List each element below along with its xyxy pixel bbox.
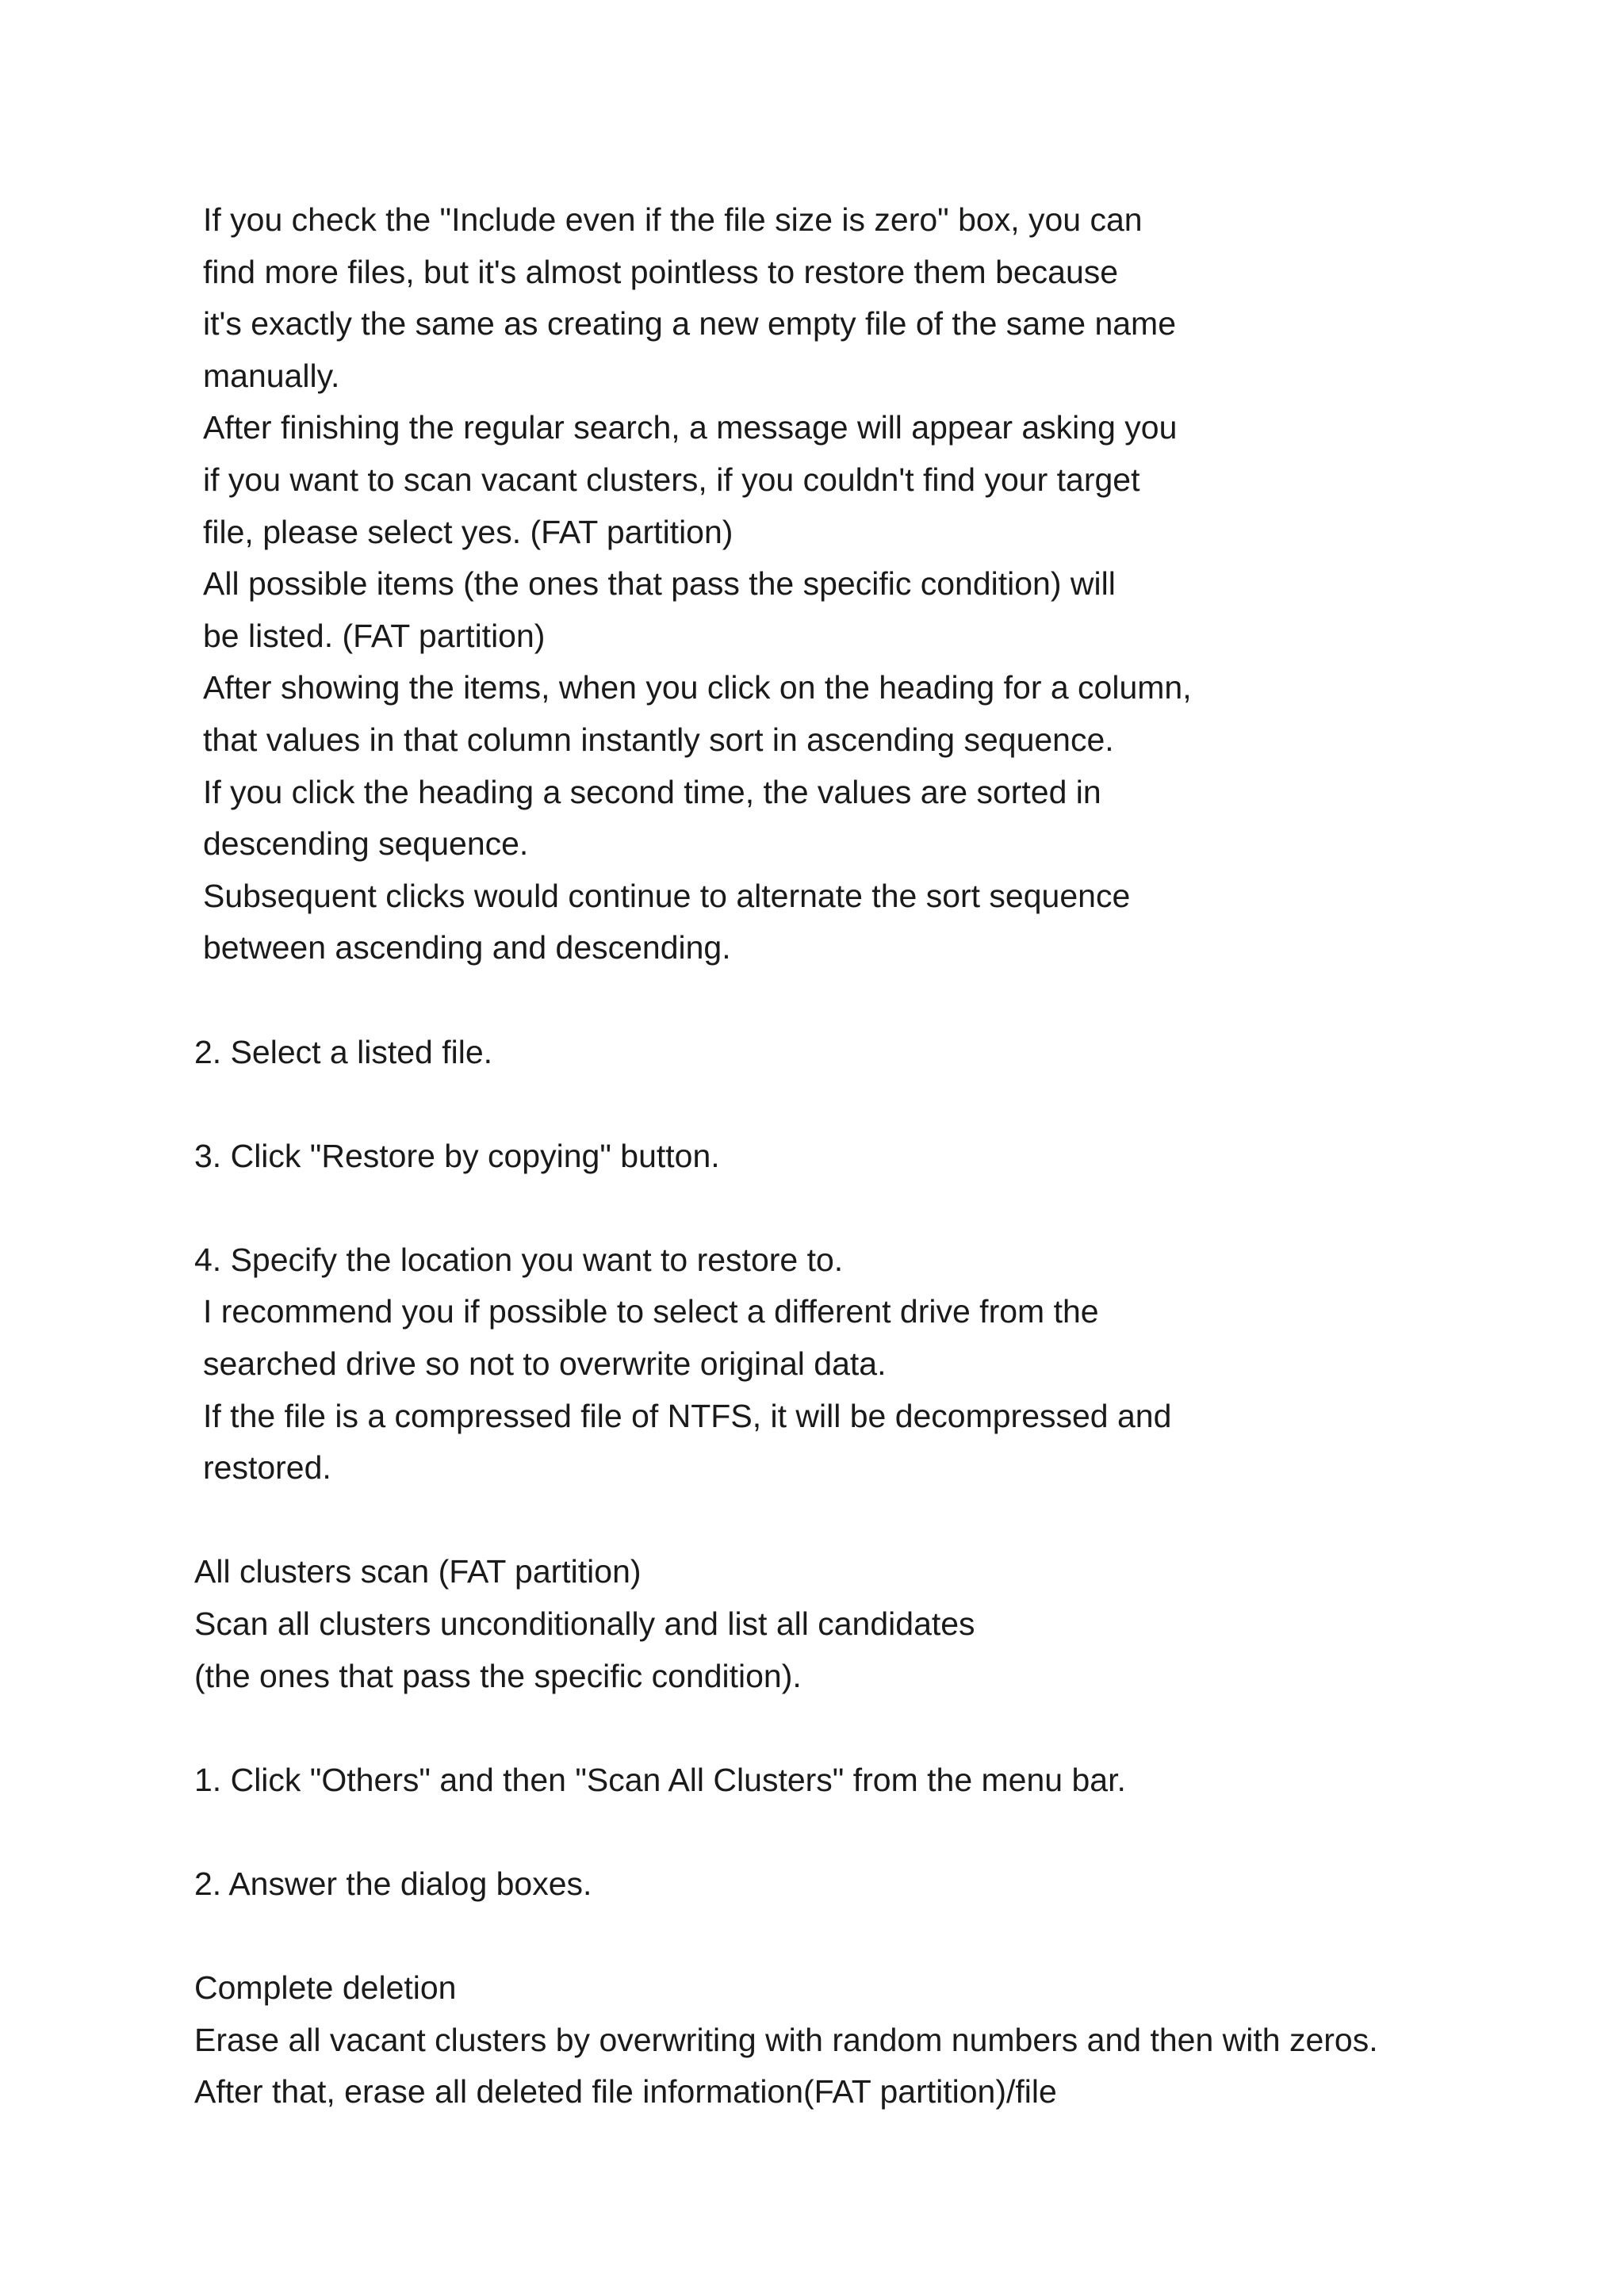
all-clusters-step-1: 1. Click "Others" and then "Scan All Clusters" from the menu bar. xyxy=(194,1761,1126,1798)
section-heading: All clusters scan (FAT partition) xyxy=(194,1553,642,1590)
step-4: 4. Specify the location you want to restore to. xyxy=(194,1241,844,1278)
text-line: restored. xyxy=(203,1449,331,1487)
text-line: searched drive so not to overwrite original data. xyxy=(203,1345,887,1383)
spacer xyxy=(194,1806,1590,1858)
text-line: After finishing the regular search, a message will appear asking you xyxy=(203,409,1178,446)
text-line: descending sequence. xyxy=(203,825,529,863)
step-4-detail xyxy=(194,1286,1590,1494)
text-line: Erase all vacant clusters by overwriting with random numbers and then with zeros. xyxy=(194,2021,1378,2058)
all-clusters-step-2: 2. Answer the dialog boxes. xyxy=(194,1866,592,1902)
text-line: file, please select yes. (FAT partition) xyxy=(203,513,733,550)
spacer xyxy=(194,1494,1590,1547)
text-line: between ascending and descending. xyxy=(203,929,731,966)
text-line: All possible items (the ones that pass the specific condition) will xyxy=(203,565,1116,603)
text-line: After showing the items, when you click on the heading for a column, xyxy=(203,669,1192,706)
text-line: it's exactly the same as creating a new empty file of the same name xyxy=(203,305,1177,342)
text-line: I recommend you if possible to select a different drive from the xyxy=(203,1293,1099,1330)
text-line: (the ones that pass the specific condition). xyxy=(194,1657,802,1694)
spacer xyxy=(194,974,1590,1027)
spacer xyxy=(194,1702,1590,1755)
text-line: be listed. (FAT partition) xyxy=(203,617,546,654)
text-line: If you click the heading a second time, the values are sorted in xyxy=(203,773,1101,810)
step-3: 3. Click "Restore by copying" button. xyxy=(194,1137,720,1174)
all-clusters-section xyxy=(194,1546,1590,1702)
document-body xyxy=(194,194,1590,2118)
text-line: If you check the "Include even if the file size is zero" box, you can xyxy=(203,201,1143,238)
spacer xyxy=(194,1078,1590,1131)
text-line: manually. xyxy=(203,357,340,394)
text-line: if you want to scan vacant clusters, if you couldn't find your target xyxy=(203,461,1140,498)
section-heading: Complete deletion xyxy=(194,1969,457,2007)
spacer xyxy=(194,1182,1590,1234)
text-line: Scan all clusters unconditionally and list all candidates xyxy=(194,1605,975,1643)
text-line: that values in that column instantly sort in ascending sequence. xyxy=(203,721,1114,758)
step-2: 2. Select a listed file. xyxy=(194,1033,493,1070)
text-line: If the file is a compressed file of NTFS, it will be decompressed and xyxy=(203,1397,1172,1434)
text-line: After that, erase all deleted file information(FAT partition)/file xyxy=(194,2073,1057,2110)
text-line: find more files, but it's almost pointless to restore them because xyxy=(203,253,1119,290)
spacer xyxy=(194,1911,1590,1963)
text-line: Subsequent clicks would continue to alternate the sort sequence xyxy=(203,877,1131,914)
search-notes xyxy=(194,194,1590,974)
complete-deletion-section xyxy=(194,1962,1590,2118)
